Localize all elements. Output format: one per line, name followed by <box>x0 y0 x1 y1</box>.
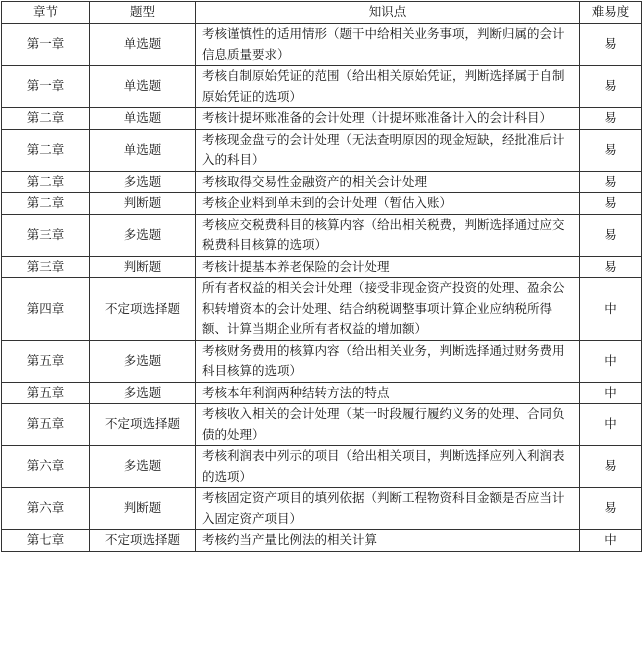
cell-type: 判断题 <box>90 193 196 215</box>
table-row <box>2 24 642 66</box>
cell-point: 考核企业料到单未到的会计处理（暂估入账） <box>196 193 580 215</box>
cell-type: 不定项选择题 <box>90 404 196 446</box>
cell-chapter: 第二章 <box>2 171 90 193</box>
table-row <box>2 446 642 488</box>
cell-chapter: 第二章 <box>2 108 90 130</box>
cell-type: 多选题 <box>90 214 196 256</box>
cell-type: 多选题 <box>90 171 196 193</box>
header-difficulty: 难易度 <box>580 2 642 24</box>
cell-difficulty: 易 <box>580 446 642 488</box>
knowledge-table <box>1 1 642 552</box>
cell-point: 考核自制原始凭证的范围（给出相关原始凭证，判断选择属于自制原始凭证的选项） <box>196 66 580 108</box>
cell-type: 多选题 <box>90 382 196 404</box>
cell-point: 考核利润表中列示的项目（给出相关项目，判断选择应列入利润表的选项） <box>196 446 580 488</box>
table-row <box>2 171 642 193</box>
table-row <box>2 340 642 382</box>
header-type: 题型 <box>90 2 196 24</box>
cell-point: 考核财务费用的核算内容（给出相关业务，判断选择通过财务费用科目核算的选项） <box>196 340 580 382</box>
cell-difficulty: 易 <box>580 129 642 171</box>
cell-chapter: 第四章 <box>2 278 90 341</box>
cell-difficulty: 易 <box>580 193 642 215</box>
table-row <box>2 530 642 552</box>
table-row <box>2 108 642 130</box>
cell-difficulty: 中 <box>580 404 642 446</box>
cell-point: 考核收入相关的会计处理（某一时段履行履约义务的处理、合同负债的处理） <box>196 404 580 446</box>
table-row <box>2 382 642 404</box>
header-point: 知识点 <box>196 2 580 24</box>
cell-point: 考核固定资产项目的填列依据（判断工程物资科目金额是否应当计入固定资产项目） <box>196 488 580 530</box>
cell-difficulty: 易 <box>580 66 642 108</box>
cell-chapter: 第二章 <box>2 129 90 171</box>
cell-point: 考核取得交易性金融资产的相关会计处理 <box>196 171 580 193</box>
table-row <box>2 66 642 108</box>
cell-chapter: 第五章 <box>2 382 90 404</box>
cell-point: 考核计提坏账准备的会计处理（计提坏账准备计入的会计科目） <box>196 108 580 130</box>
cell-point: 所有者权益的相关会计处理（接受非现金资产投资的处理、盈余公积转增资本的会计处理、结合纳税调整事项计算企业应纳税所得额、计算当期企业所有者权益的增加额） <box>196 278 580 341</box>
cell-point: 考核现金盘亏的会计处理（无法查明原因的现金短缺，经批准后计入的科目） <box>196 129 580 171</box>
cell-chapter: 第七章 <box>2 530 90 552</box>
cell-difficulty: 易 <box>580 256 642 278</box>
table-row <box>2 488 642 530</box>
table-row <box>2 278 642 341</box>
cell-type: 判断题 <box>90 488 196 530</box>
header-chapter: 章节 <box>2 2 90 24</box>
cell-chapter: 第六章 <box>2 488 90 530</box>
cell-chapter: 第二章 <box>2 193 90 215</box>
cell-difficulty: 易 <box>580 171 642 193</box>
cell-difficulty: 中 <box>580 340 642 382</box>
cell-type: 单选题 <box>90 24 196 66</box>
cell-chapter: 第三章 <box>2 214 90 256</box>
table-row <box>2 129 642 171</box>
table-row <box>2 256 642 278</box>
cell-type: 多选题 <box>90 446 196 488</box>
cell-type: 不定项选择题 <box>90 530 196 552</box>
cell-type: 单选题 <box>90 66 196 108</box>
cell-difficulty: 中 <box>580 278 642 341</box>
header-row <box>2 2 642 24</box>
cell-type: 单选题 <box>90 108 196 130</box>
cell-type: 单选题 <box>90 129 196 171</box>
cell-chapter: 第三章 <box>2 256 90 278</box>
cell-point: 考核本年利润两种结转方法的特点 <box>196 382 580 404</box>
table-row <box>2 404 642 446</box>
cell-type: 判断题 <box>90 256 196 278</box>
cell-type: 多选题 <box>90 340 196 382</box>
cell-point: 考核谨慎性的适用情形（题干中给相关业务事项，判断归属的会计信息质量要求） <box>196 24 580 66</box>
cell-difficulty: 易 <box>580 24 642 66</box>
cell-difficulty: 易 <box>580 214 642 256</box>
cell-chapter: 第一章 <box>2 66 90 108</box>
cell-point: 考核应交税费科目的核算内容（给出相关税费，判断选择通过应交税费科目核算的选项） <box>196 214 580 256</box>
cell-chapter: 第六章 <box>2 446 90 488</box>
cell-point: 考核计提基本养老保险的会计处理 <box>196 256 580 278</box>
cell-difficulty: 中 <box>580 382 642 404</box>
cell-type: 不定项选择题 <box>90 278 196 341</box>
cell-chapter: 第五章 <box>2 340 90 382</box>
cell-difficulty: 易 <box>580 488 642 530</box>
cell-difficulty: 中 <box>580 530 642 552</box>
cell-chapter: 第五章 <box>2 404 90 446</box>
cell-difficulty: 易 <box>580 108 642 130</box>
table-row <box>2 214 642 256</box>
table-row <box>2 193 642 215</box>
cell-chapter: 第一章 <box>2 24 90 66</box>
cell-point: 考核约当产量比例法的相关计算 <box>196 530 580 552</box>
